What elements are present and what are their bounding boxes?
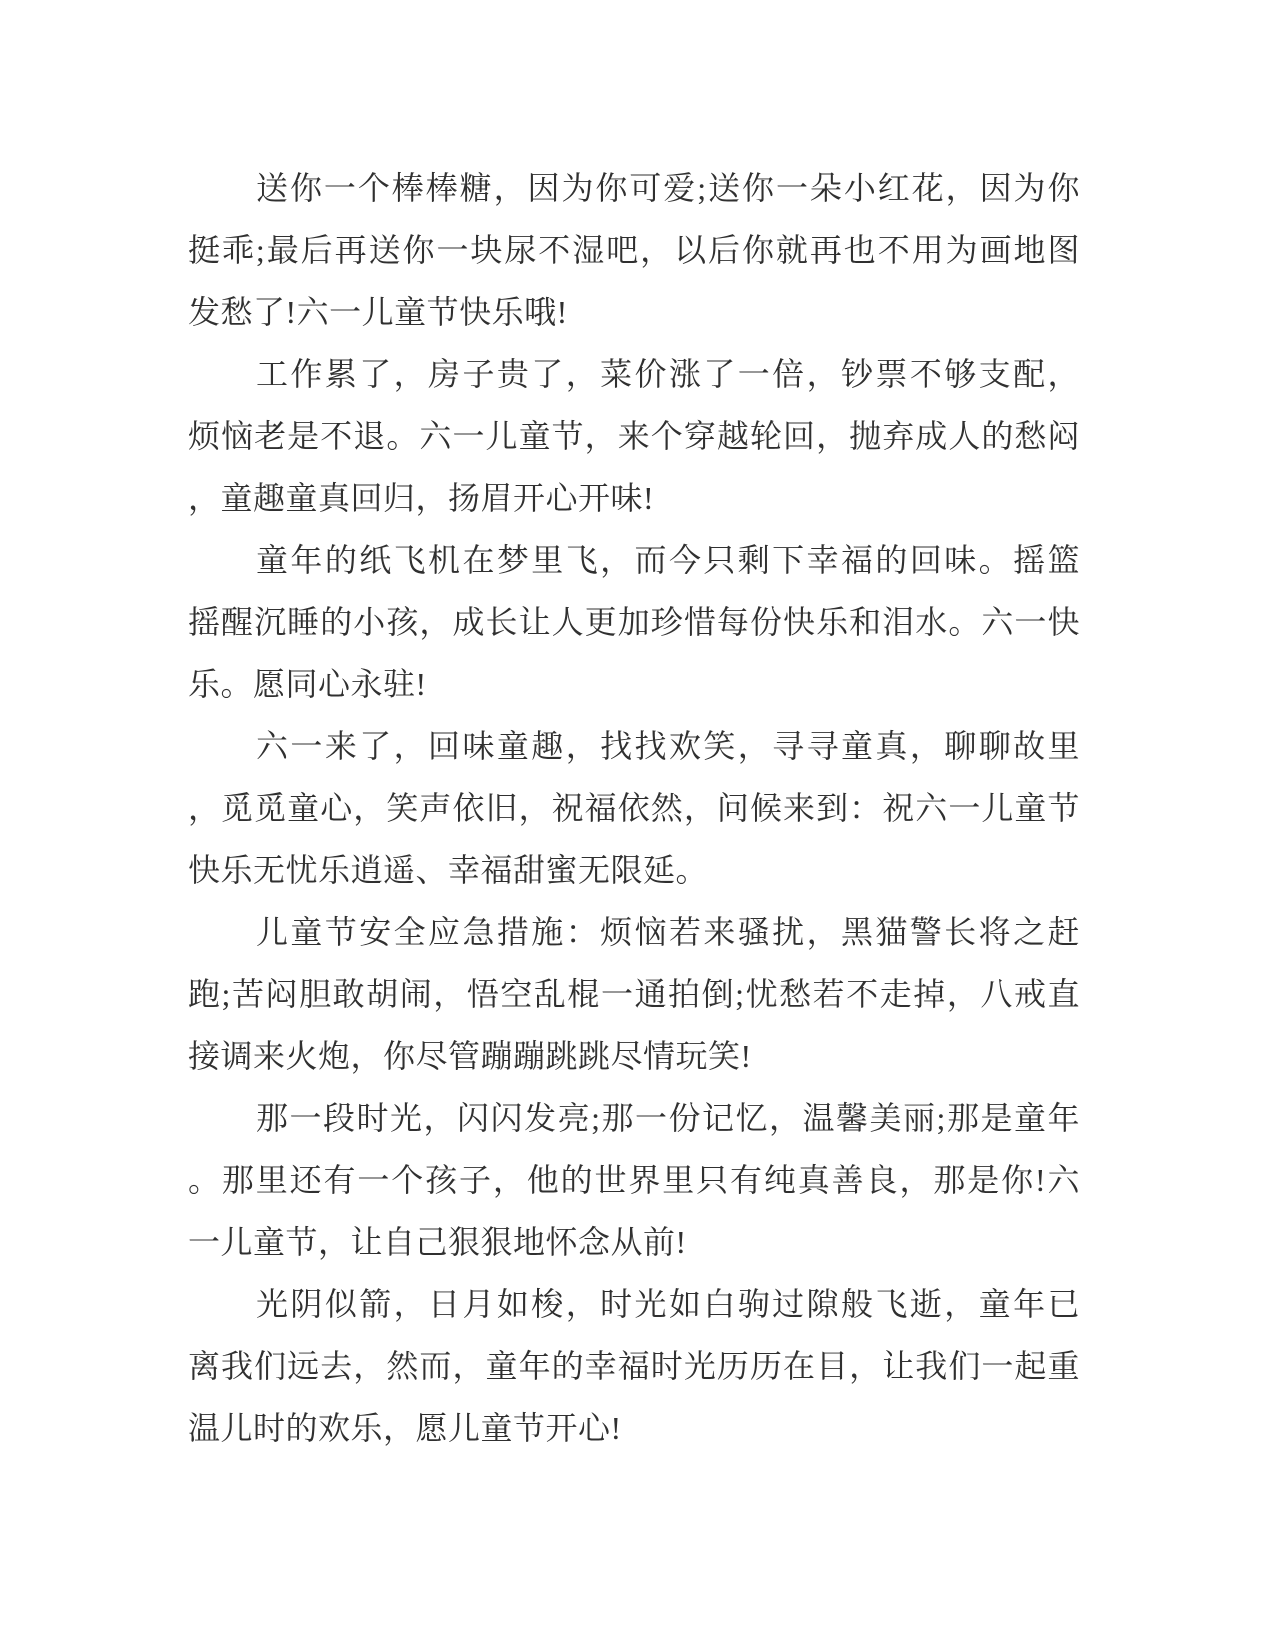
paragraph: [188, 1087, 1080, 1273]
text-line: ，童趣童真回归，扬眉开心开味!: [188, 480, 655, 516]
text-line: 童年的纸飞机在梦里飞，而今只剩下幸福的回味。摇篮: [256, 542, 1080, 578]
text-line: 乐。愿同心永驻!: [188, 666, 427, 702]
text-line: 发愁了!六一儿童节快乐哦!: [188, 294, 568, 330]
text-line: 快乐无忧乐逍遥、幸福甜蜜无限延。: [188, 852, 709, 888]
text-line: 烦恼老是不退。六一儿童节，来个穿越轮回，抛弃成人的愁闷: [188, 418, 1080, 454]
text-line: 。那里还有一个孩子，他的世界里只有纯真善良，那是你!六: [188, 1162, 1080, 1198]
paragraph: [188, 715, 1080, 901]
text-line: 离我们远去，然而，童年的幸福时光历历在目，让我们一起重: [188, 1348, 1080, 1384]
text-line: 光阴似箭，日月如梭，时光如白驹过隙般飞逝，童年已: [256, 1286, 1080, 1322]
paragraph: [188, 901, 1080, 1087]
text-line: 送你一个棒棒糖，因为你可爱;送你一朵小红花，因为你: [256, 170, 1080, 206]
paragraph: [188, 529, 1080, 715]
document-body: [188, 157, 1080, 1459]
text-line: 六一来了，回味童趣，找找欢笑，寻寻童真，聊聊故里: [256, 728, 1080, 764]
text-line: 接调来火炮，你尽管蹦蹦跳跳尽情玩笑!: [188, 1038, 752, 1074]
paragraph: [188, 343, 1080, 529]
paragraph: [188, 1273, 1080, 1459]
text-line: 儿童节安全应急措施：烦恼若来骚扰，黑猫警长将之赶: [256, 914, 1080, 950]
text-line: 摇醒沉睡的小孩，成长让人更加珍惜每份快乐和泪水。六一快: [188, 604, 1080, 640]
text-line: 跑;苦闷胆敢胡闹，悟空乱棍一通拍倒;忧愁若不走掉，八戒直: [188, 976, 1080, 1012]
paragraph: [188, 157, 1080, 343]
text-line: 一儿童节，让自己狠狠地怀念从前!: [188, 1224, 687, 1260]
text-line: ，觅觅童心，笑声依旧，祝福依然，问候来到：祝六一儿童节: [188, 790, 1080, 826]
text-line: 挺乖;最后再送你一块尿不湿吧，以后你就再也不用为画地图: [188, 232, 1080, 268]
text-line: 工作累了，房子贵了，菜价涨了一倍，钞票不够支配，: [256, 356, 1080, 392]
text-line: 那一段时光，闪闪发亮;那一份记忆，温馨美丽;那是童年: [256, 1100, 1080, 1136]
text-line: 温儿时的欢乐，愿儿童节开心!: [188, 1410, 622, 1446]
